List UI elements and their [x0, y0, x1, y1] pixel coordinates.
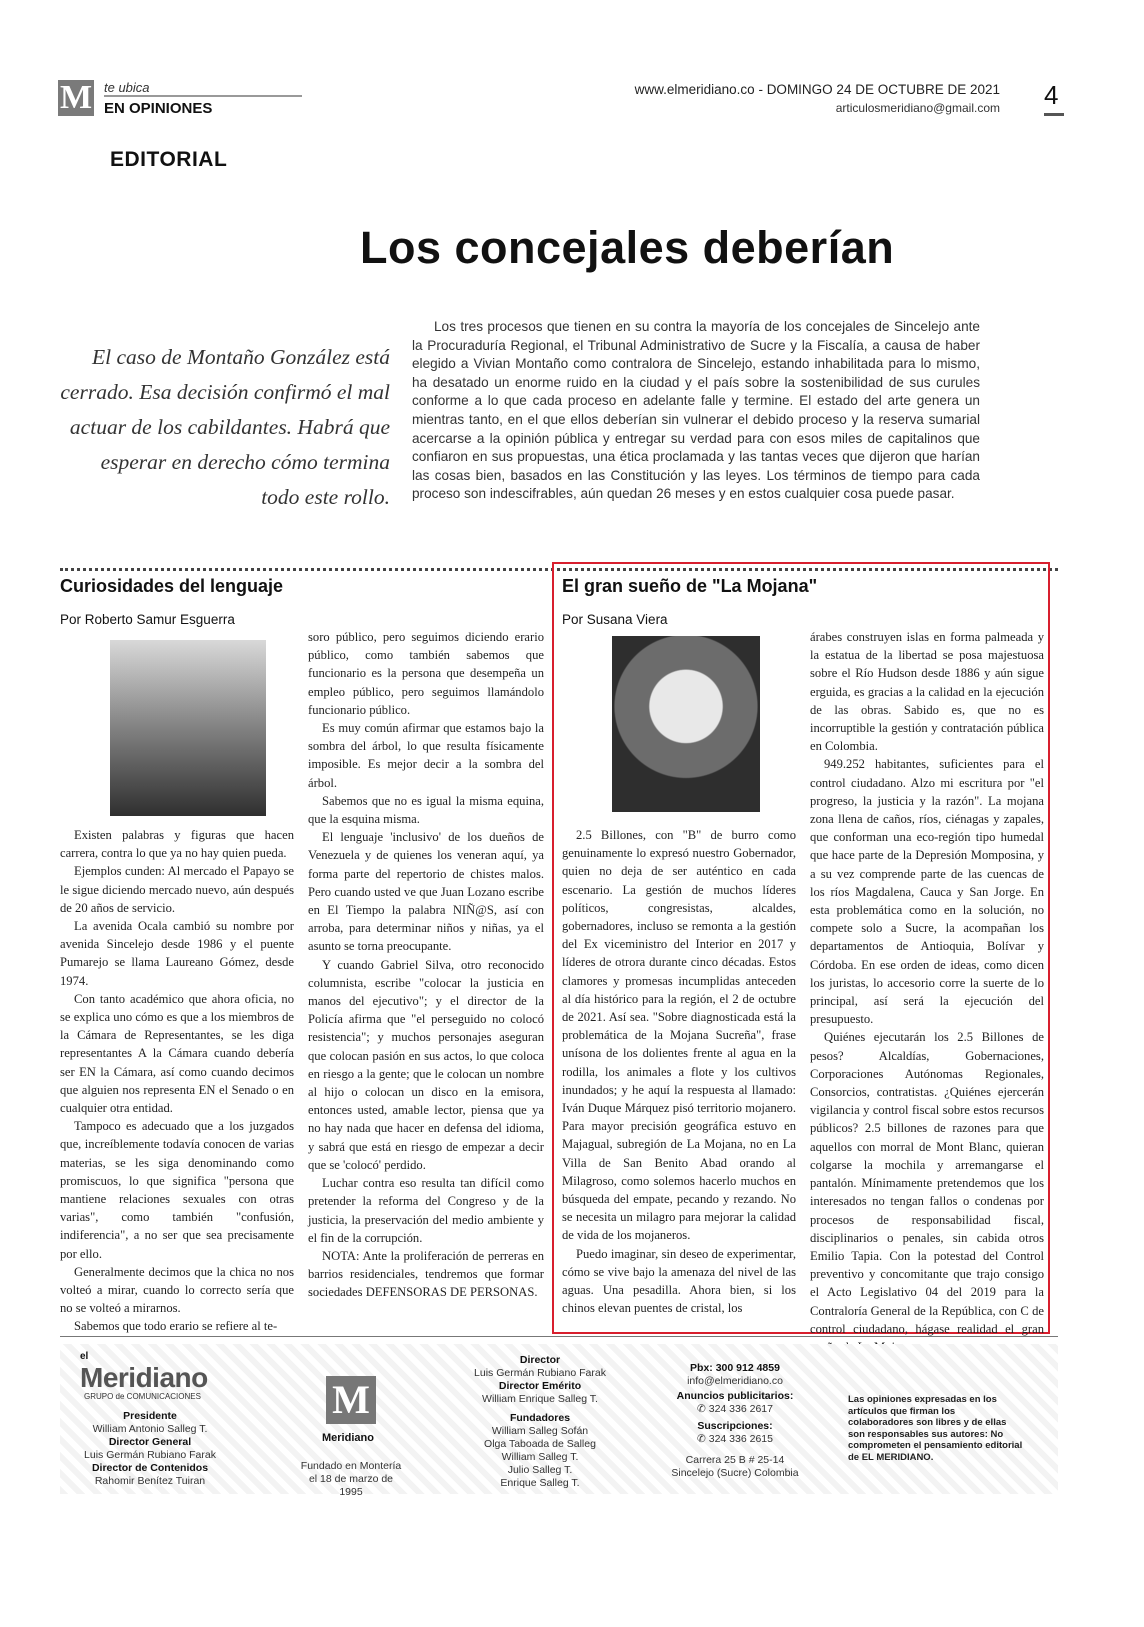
paragraph: Puedo imaginar, sin deseo de experimentar, cómo se vive bajo la amenaza del nivel de las aguas. Una pesadilla. Ahora bien, si los chinos elevan puentes de cristal, los: [562, 1246, 796, 1316]
presidente: William Antonio Salleg T.: [92, 1423, 208, 1435]
brand-group: GRUPO de COMUNICACIONES: [84, 1392, 201, 1401]
paragraph: 2.5 Billones, con "B" de burro como genuinamente lo expresó nuestro Gobernador, quien no deja de ser auténtico en cada escenario. La gestión de muchos líderes políticos, congresistas, alcaldes, gobernadores, incluso se remonta a la gestión del Ex viceministro del Interior en 2017 y líderes de otrora durante cinco décadas. Estos clamores y promesas incumplidas anteceden al día histórico para la región, el 2 de octubre de 2021. Así sea. "Sobre diagnosticada está la problemática de la Mojana Sucreña", frase unísona de los dolientes frente al agua en la rodilla, los animales a flote y los cultivos inundados; y he aquí la respuesta al llamado: Iván Duque Márquez pisó territorio mojanero. Para mayor precisión geográfica estuvo en Majagual, subregión de La Mojana, no en La Villa de San Benito Abad orando al Milagroso, como solemos hacerlo muchos en búsqueda del empate, pecando y rezando. No se necesita un milagro para mejorar la calidad de vida de los mojaneros.: [562, 828, 796, 1243]
director-label: Director: [519, 1354, 561, 1366]
paragraph: Con tanto académico que ahora oficia, no se explica uno cómo es que a los miembros de la Cámara de Representantes, se les diga representantes A la Cámara cuando debería ser EN la Cámara, así como cuando decimos que alguien nos representa EN el Senado o en cualquier otra entidad.: [60, 991, 294, 1116]
suscripciones-row[interactable]: [650, 1433, 820, 1446]
paragraph: árabes construyen islas en forma palmeada y la estatua de la libertad se posa majestuosa sobre el Río Hudson desde 1886 y aún sigue erguida, es gracias a la calidad en la ejecución de las obras. Sabido es, que no es incorruptible la gestión y contratación pública en Colombia.: [810, 630, 1044, 754]
footer-logo-text: Meridiano: [322, 1432, 374, 1444]
suscripciones-label: Suscripciones:: [697, 1420, 773, 1432]
footer-rule: [60, 1336, 1058, 1337]
paragraph: Sabemos que no es igual la misma equina, que la esquina misma.: [308, 793, 544, 827]
anuncios-phone: 324 336 2617: [708, 1403, 773, 1415]
paragraph: soro público, pero seguimos diciendo erario público, como también sabemos que funcionario es la persona que desempeña un empleo público, pero seguimos llamándolo funcionario público.: [308, 630, 544, 717]
header-rule: [104, 95, 302, 97]
director-contenidos: Rahomir Benítez Tuiran: [94, 1475, 206, 1487]
staff-center: [460, 1354, 620, 1490]
dateline: www.elmeridiano.co - DOMINGO 24 DE OCTUBRE DE 2021: [634, 82, 1000, 97]
meridiano-logo[interactable]: M: [59, 79, 93, 116]
brand-name: Meridiano: [80, 1362, 208, 1393]
director-emerito: William Enrique Salleg T.: [482, 1393, 598, 1405]
director-general-label: Director General: [108, 1436, 192, 1448]
column1-text-right: [308, 628, 544, 1302]
director-general: Luis Germán Rubiano Farak: [84, 1449, 216, 1461]
column2-title: El gran sueño de "La Mojana": [562, 576, 818, 596]
editorial-label: EDITORIAL: [110, 148, 228, 171]
section-name: EN OPINIONES: [104, 100, 213, 117]
column2-text-right: [810, 628, 1044, 1356]
paragraph: Y cuando Gabriel Silva, otro reconocido columnista, escribe "colocar la justicia en manos del ejecutivo"; y el director de la Policía afirma que "el perseguido no colocó resistencia"; y muchos personajes aseguran que colocan pasión en sus actos, lo que coloca en riesgo a la gente; que le colocan un nombre al hijo o colocan un disco en la emisora, entonces usted, amable lector, piensa que ya no hay nada que hacer en defensa del idioma, y sabrá que está en riesgo de empezar a decir que se 'colocó' perdido.: [308, 957, 544, 1172]
fundador: William Salleg Sofán: [491, 1425, 589, 1437]
paragraph: Existen palabras y figuras que hacen carrera, contra lo que ya no hay quien pueda.: [60, 828, 294, 861]
author-photo-samur: [110, 640, 266, 816]
page-number-rule: [1044, 113, 1064, 116]
column1-title: Curiosidades del lenguaje: [60, 576, 284, 596]
fundador: Enrique Salleg T.: [500, 1477, 580, 1489]
whatsapp-icon: ✆: [697, 1403, 706, 1415]
paragraph: Luchar contra eso resulta tan difícil como pretender la reforma del Congreso y de la justicia, la preservación del medio ambiente y el fin de la corrupción.: [308, 1176, 544, 1245]
footer-logo: M: [326, 1376, 376, 1424]
director-emerito-label: Director Emérito: [498, 1380, 582, 1392]
paragraph: NOTA: Ante la proliferación de perreras en barrios residenciales, tendremos que formar sociedades DEFENSORAS DE PERSONAS.: [308, 1248, 544, 1300]
fundador: Julio Salleg T.: [507, 1464, 573, 1476]
contact-block: [650, 1362, 820, 1480]
fundadores-label: Fundadores: [509, 1412, 571, 1424]
paragraph: Quiénes ejecutarán los 2.5 Billones de pesos? Alcaldías, Gobernaciones, Corporaciones Autónomas Regionales, Consorcios, contratistas. ¿Quiénes ejercerán vigilancia y control fiscal sobre estos recursos públicos? 2.5 billones de razones para que aquellos con morral de Mont Blanc, quieran colgarse la mochila y arremangarse el pantalón. Mínimamente pretendemos que los interesados no tengan fallos o condenas por procesos de responsabilidad fiscal, disciplinarios o penales, sin cabida otros Emilio Tapia. Con la potestad del Control preventivo y concomitante que trajo consigo el Acto Legislativo 04 del 2019 para la Contraloría General de la República, con C de control ciudadano, hágase realidad el gran: [810, 1030, 1044, 1336]
editorial-body: Los tres procesos que tienen en su contra la mayoría de los concejales de Sincelejo ante la Procuraduría Regional, el Tribunal Administrativo de Sucre y la Fiscalía, a causa de haber elegido a Vivian Montaño como contralora de Sincelejo, estando inhabilitada para lo mismo, ha desatado un enorme ruido en la ciudad y el país sobre la sostenibilidad de sus curules conforme a lo que cada proceso en adelante falle y termine. El estado del arte genera un mientras tanto, en el que ellos deberían sin vulnerar el debido proceso y la reserva sumarial acercarse a la opinión pública y entregar su verdad para con esos miles de capitalinos que confiaron en sus propuestas, una ética proclamada y las tantas veces que dijeron que harían las cosas bien, basados en las Constitución y las leyes. Los términos de tiempo para cada proceso son indescifrables, aún quedan 26 meses y en estos cualquier cosa puede pasar.: [412, 319, 980, 502]
whatsapp-icon: ✆: [697, 1433, 706, 1445]
suscripciones-phone: 324 336 2615: [708, 1433, 773, 1445]
pull-quote: El caso de Montaño González está cerrado. Esa decisión confirmó el mal actuar de los cabildantes. Habrá que esperar en derecho cómo termina todo este rollo.: [60, 345, 390, 509]
author-photo-viera: [612, 636, 760, 812]
address-line2: Sincelejo (Sucre) Colombia: [671, 1467, 799, 1479]
tagline: te ubica: [104, 80, 150, 95]
fundador: Olga Taboada de Salleg: [484, 1438, 596, 1450]
disclaimer: Las opiniones expresadas en los artículos que firman los colaboradores son libres y de ellas son responsables sus autores: No comprometen el pensamiento editorial de EL MERIDIANO.: [848, 1394, 1023, 1463]
column1-byline: Por Roberto Samur Esguerra: [60, 612, 235, 627]
anuncios-row[interactable]: [650, 1403, 820, 1416]
header-email[interactable]: articulosmeridiano@gmail.com: [835, 101, 1000, 115]
presidente-label: Presidente: [123, 1410, 177, 1422]
brand-el: el: [80, 1351, 89, 1362]
paragraph: 949.252 habitantes, suficientes para el control ciudadano. Alzo mi escritura por "el progreso, la justicia y la razón". La mojana zona llena de caños, ríos, ciénagas y zapales, que conforman una eco-región tipo humedal que hace parte de la Depresión Momposina, y a su vez comprende parte de las cuencas de los ríos Magdalena, Cauca y San Jorge. En esta problemática como en la solución, no compete solo a Sucre, la acompañan los departamentos de Antioquia, Bolívar y Córdoba. En ese orden de ideas, como dicen los juristas, lo accesorio corre la suerte de lo principal, así será la ejecución del presupuesto.: [810, 757, 1044, 1027]
column1-text-left: [60, 826, 294, 1336]
paragraph: Tampoco es adecuado que a los juzgados que, increíblemente todavía conocen de varias materias, se les siga denominando como promiscuos, lo que significa "persona que mantiene relaciones sexuales con otras varias", como también "confusión, indiferencia", a no ser que sea precisamente por ello.: [60, 1119, 294, 1261]
column2-byline: Por Susana Viera: [562, 612, 668, 627]
page-number: 4: [1044, 80, 1059, 110]
address-line1: Carrera 25 B # 25-14: [685, 1454, 785, 1466]
paragraph: Sabemos que todo erario se refiere al te-: [74, 1319, 278, 1334]
paragraph: Es muy común afirmar que estamos bajo la sombra del árbol, lo que resulta físicamente imposible. Es mejor decir a la sombra del árbol.: [308, 721, 544, 790]
paragraph: Generalmente decimos que la chica no nos volteó a mirar, cuando lo correcto sería que no se volteó a mirarnos.: [60, 1264, 294, 1316]
director: Luis Germán Rubiano Farak: [474, 1367, 606, 1379]
paragraph: Ejemplos cunden: Al mercado el Papayo se le sigue diciendo mercado nuevo, aún después de 20 años de servicio.: [60, 864, 294, 915]
anuncios-label: Anuncios publicitarios:: [676, 1390, 794, 1402]
paragraph: El lenguaje 'inclusivo' de los dueños de Venezuela y de quienes los veneran aquí, ya forma parte del repertorio de chistes malos. Pero cuando usted ve que Juan Lozano escribe en El Tiempo la palabra NIÑ@S, así con arroba, para determinar niños y niñas, ya el asunto se torna preocupante.: [308, 830, 544, 954]
fundador: William Salleg T.: [501, 1451, 579, 1463]
paragraph: La avenida Ocala cambió su nombre por avenida Sincelejo desde 1986 y el puente Pumarejo se llama Laureano Gómez, desde 1974.: [60, 919, 294, 988]
contact-email[interactable]: info@elmeridiano.co: [687, 1375, 783, 1387]
director-contenidos-label: Director de Contenidos: [91, 1462, 209, 1474]
staff-left: [60, 1410, 240, 1488]
fundado: Fundado en Montería el 18 de marzo de 1995: [300, 1460, 402, 1498]
column2-text-left: [562, 826, 796, 1317]
editorial-headline: Los concejales deberían: [360, 222, 895, 273]
pbx[interactable]: Pbx: 300 912 4859: [690, 1362, 780, 1374]
